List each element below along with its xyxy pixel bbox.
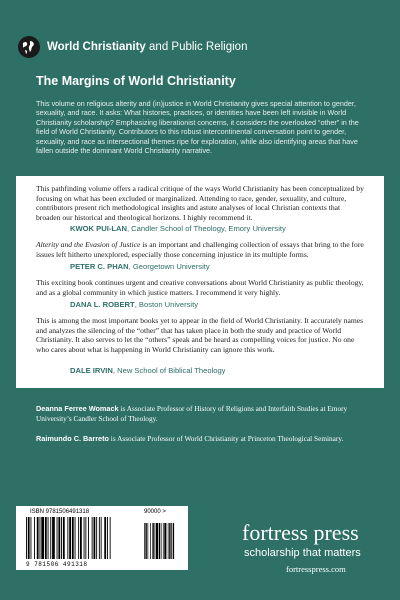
barcode-bar [94,517,96,559]
endorser: KWOK PUI-LAN, Candler School of Theology, Emory University [70,224,286,233]
endorsement-text: Alterity and the Evasion of Justice is an important and challenging collection of essays that bring to the fore issues left hitherto unexplored, especially those concerning injustice in its multiple forms. [36,240,364,259]
barcode-bar [40,517,41,559]
barcode-bar [150,523,151,559]
barcode-bar [88,517,89,559]
barcode-digits: 9 781506 491318 [26,561,88,568]
barcode-bar [85,517,86,559]
barcode-bar [67,517,68,559]
barcode-bar [159,523,160,559]
endorsements-panel [16,176,384,388]
barcode-bar [48,517,49,559]
barcode-bar [75,517,76,559]
endorser: DANA L. ROBERT, Boston University [70,300,198,309]
barcode-bar [31,517,32,559]
barcode-bar [107,517,108,559]
barcode-bar [52,517,55,559]
barcode-bar [28,517,30,559]
barcode-bar [50,517,51,559]
barcode-bar [173,523,174,559]
barcode-bar [57,517,58,559]
book-description: This volume on religious alterity and (in)justice in World Christianity gives special attention to gender, sexuality, and race. It asks: What histories, practices, or identities have been left invisible in World Christianity scholarship? Emphasizing liberationist concerns, it considers the overlooked “other” in the field of World Christianity. Contributors to this robust intercontinental conversation point to gender, sexuality, and race as intersectional themes ripe for exploration, while also identifying areas that have fallen outside the dominant World Christianity narrative. [36,99,359,156]
price-code: 90000 > [144,509,166,515]
barcode-bar [161,523,162,559]
book-title: The Margins of World Christianity [36,74,236,88]
barcode-bar [45,517,47,559]
barcode-bars [26,517,178,559]
publisher-website[interactable]: fortresspress.com [286,564,346,574]
barcode-bar [63,517,65,559]
barcode-bar [171,523,172,559]
barcode-bar [99,517,100,559]
barcode-bar [152,523,153,559]
barcode-bar [41,517,44,559]
endorsement-text: This exciting book continues urgent and creative conversations about World Christianity as public theology, and as a global community in which justice matters. I recommend it very highly. [36,278,364,297]
barcode-bar [72,517,74,559]
barcode-bar [156,523,158,559]
barcode-bar [164,523,166,559]
barcode-bar [69,517,71,559]
series-title: World Christianity and Public Religion [47,41,248,53]
publisher-name: fortress press [242,520,359,545]
barcode-bar [155,523,156,559]
series-header [18,36,382,58]
barcode-bar [58,517,60,559]
barcode-bar [34,517,35,559]
barcode-bar [78,517,79,559]
barcode-bar [26,517,27,559]
barcode-bar [145,523,146,559]
publisher-tagline: scholarship that matters [244,547,361,559]
globe-icon [18,36,40,58]
barcode-bar [144,523,145,559]
barcode-bar [169,523,170,559]
endorser: PETER C. PHAN, Georgetown University [70,262,210,271]
barcode-bar [92,517,93,559]
endorsement-text: This pathfinding volume offers a radical critique of the ways World Christianity has been conceptualized by focusing on what has been excluded or marginalized. Attending to race, gender, sexuality, and culture, contributors present rich methodological insights and astute analyses of local Christian contexts that broaden our historical and theological horizons. I highly recommend it. [36,184,364,223]
editor-bio: Raimundo C. Barreto is Associate Professor of World Christianity at Princeton Theological Seminary. [36,434,344,443]
endorser: DALE IRVIN, New School of Biblical Theology [70,366,226,375]
barcode-bar [61,517,62,559]
barcode [16,506,188,570]
barcode-bar [104,517,106,559]
barcode-bar [84,517,85,559]
barcode-bar [37,517,39,559]
barcode-bar [110,517,111,559]
barcode-bar [168,523,169,559]
barcode-bar [80,517,82,559]
editor-bio: Deanna Ferree Womack is Associate Professor of History of Religions and Interfaith Studies at Emory University’s Candler School of Theology. [36,404,348,423]
endorsement-text: This is among the most important books yet to appear in the field of World Christianity. It accurately names and analyzes the silencing of the “other” that has taken place in both the study and practice of World Christianity. It also serves to let the “others” speak and be heard as compelling voices for justice. No one who cares about what is happening in World Christianity can ignore this work. [36,316,364,355]
isbn-label: ISBN 9781506491318 [30,509,90,515]
barcode-bar [163,523,164,559]
barcode-bar [148,523,149,559]
barcode-bar [96,517,97,559]
barcode-bar [101,517,102,559]
